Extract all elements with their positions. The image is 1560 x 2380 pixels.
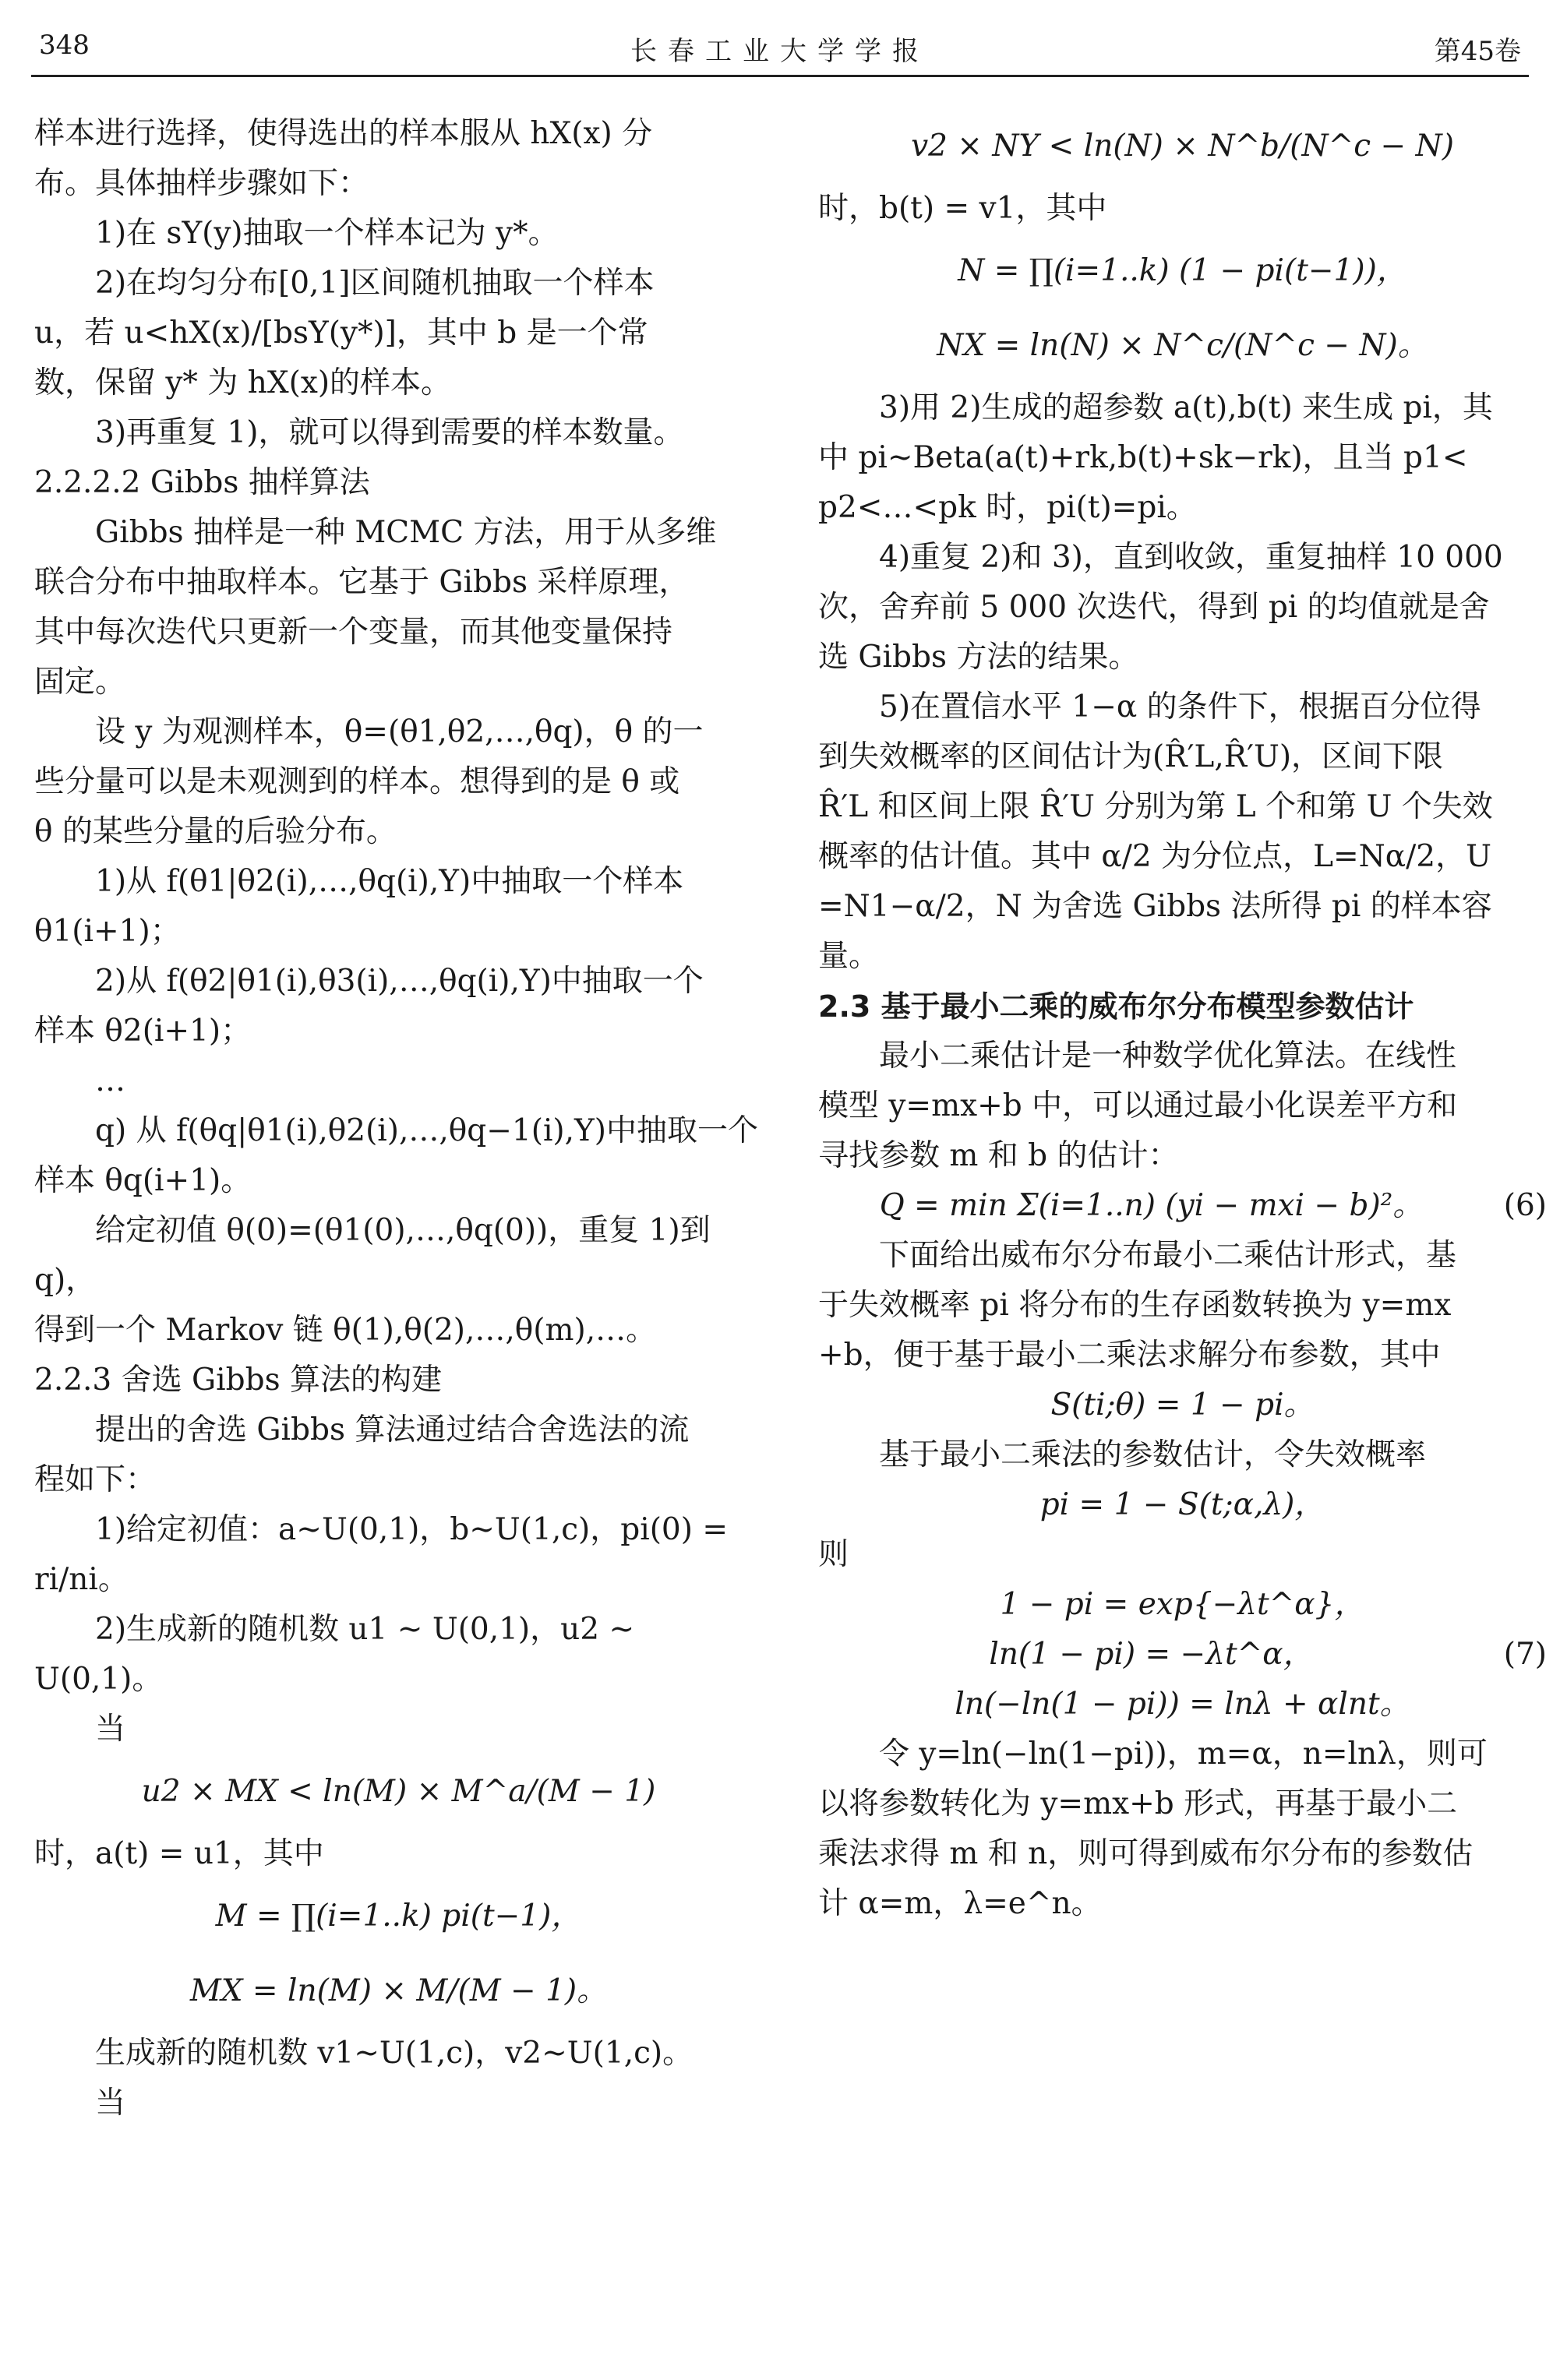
equation: N = ∏(i=1..k) (1 − pi(t−1))， — [958, 253, 1407, 288]
text-line: 样本 θq(i+1)。 — [34, 1163, 252, 1198]
text-line: 程如下： — [34, 1462, 157, 1497]
equation-number: (7) — [1503, 1637, 1547, 1672]
equation: u2 × MX < ln(M) × M^a/(M − 1) — [141, 1774, 656, 1809]
equation: NX = ln(N) × N^c/(N^c − N)。 — [937, 328, 1428, 363]
text-line: 寻找参数 m 和 b 的估计： — [818, 1138, 1179, 1173]
text-line: … — [95, 1063, 125, 1098]
text-line: 时，a(t) = u1，其中 — [34, 1836, 324, 1871]
text-line: 当 — [95, 1712, 126, 1747]
text-line: 提出的舍选 Gibbs 算法通过结合舍选法的流 — [95, 1412, 690, 1447]
text-line: =N1−α/2，N 为舍选 Gibbs 法所得 pi 的样本容 — [818, 889, 1492, 924]
text-line: 计 α=m，λ=e^n。 — [818, 1886, 1102, 1921]
text-line: 令 y=ln(−ln(1−pi))，m=α，n=lnλ，则可 — [879, 1737, 1488, 1772]
text-line: 1)从 f(θ1|θ2(i),…,θq(i),Y)中抽取一个样本 — [95, 864, 684, 899]
equation: M = ∏(i=1..k) pi(t−1)， — [215, 1899, 582, 1934]
text-line: Gibbs 抽样是一种 MCMC 方法，用于从多维 — [95, 515, 717, 550]
text-line: ri/ni。 — [34, 1562, 129, 1597]
text-line: 基于最小二乘法的参数估计，令失效概率 — [879, 1437, 1427, 1472]
text-line: 当 — [95, 2086, 126, 2121]
text-line: 于失效概率 pi 将分布的生存函数转换为 y=mx — [818, 1288, 1452, 1323]
text-line: 固定。 — [34, 665, 126, 700]
page-number: 348 — [39, 30, 90, 61]
text-line: 概率的估计值。其中 α/2 为分位点，L=Nα/2，U — [818, 839, 1491, 874]
text-line: 1)在 sY(y)抽取一个样本记为 y*。 — [95, 216, 559, 251]
equation-number: (6) — [1503, 1188, 1547, 1223]
text-line: 其中每次迭代只更新一个变量，而其他变量保持 — [34, 615, 673, 650]
equation-body: ln(1 − pi) = −λt^α， — [989, 1637, 1314, 1672]
text-line: U(0,1)。 — [34, 1662, 163, 1697]
text-line: 选 Gibbs 方法的结果。 — [818, 640, 1139, 675]
section-heading: 2.2.3 舍选 Gibbs 算法的构建 — [34, 1363, 442, 1398]
equation: v2 × NY < ln(N) × N^b/(N^c − N) — [911, 129, 1454, 164]
text-line: 联合分布中抽取样本。它基于 Gibbs 采样原理， — [34, 565, 690, 600]
left-column — [34, 109, 763, 2128]
text-line: 2)从 f(θ2|θ1(i),θ3(i),…,θq(i),Y)中抽取一个 — [95, 964, 704, 999]
text-line: 生成新的随机数 v1~U(1,c)，v2~U(1,c)。 — [95, 2036, 694, 2071]
text-line: 乘法求得 m 和 n，则可得到威布尔分布的参数估 — [818, 1836, 1474, 1871]
text-line: 中 pi~Beta(a(t)+rk,b(t)+sk−rk)，且当 p1< — [818, 440, 1468, 475]
text-line: θ 的某些分量的后验分布。 — [34, 814, 397, 849]
text-line: 些分量可以是未观测到的样本。想得到的是 θ 或 — [34, 764, 680, 799]
text-line: R̂′L 和区间上限 R̂′U 分别为第 L 个和第 U 个失效 — [818, 789, 1493, 824]
volume-label: 第45卷 — [1434, 36, 1521, 67]
text-line: 样本 θ2(i+1)； — [34, 1014, 252, 1049]
text-line: 4)重复 2)和 3)，直到收敛，重复抽样 10 000 — [879, 540, 1503, 575]
text-line: 最小二乘估计是一种数学优化算法。在线性 — [879, 1038, 1457, 1074]
text-line: 则 — [818, 1537, 849, 1572]
text-line: 次，舍弃前 5 000 次迭代，得到 pi 的均值就是舍 — [818, 590, 1490, 625]
journal-title: 长春工业大学学报 — [630, 36, 930, 67]
equation: ln(−ln(1 − pi)) = lnλ + αlnt。 — [955, 1687, 1410, 1722]
equation: MX = ln(M) × M/(M − 1)。 — [189, 1973, 608, 2008]
numbered-equation — [818, 1181, 1547, 1231]
text-line: 布。具体抽样步骤如下： — [34, 166, 369, 201]
equation: S(ti;θ) = 1 − pi。 — [1050, 1387, 1315, 1423]
text-line: 1)给定初值：a~U(0,1)，b~U(1,c)，pi(0) = — [95, 1512, 729, 1547]
text-line: p2<…<pk 时，pi(t)=pi。 — [818, 490, 1197, 525]
equation: pi = 1 − S(t;α,λ)， — [1039, 1487, 1325, 1522]
text-line: 到失效概率的区间估计为(R̂′L,R̂′U)，区间下限 — [818, 739, 1444, 774]
text-line: 样本进行选择，使得选出的样本服从 hX(x) 分 — [34, 116, 653, 151]
text-line: 下面给出威布尔分布最小二乘估计形式，基 — [879, 1238, 1457, 1273]
text-line: 3)再重复 1)，就可以得到需要的样本数量。 — [95, 415, 684, 450]
text-line: 给定初值 θ(0)=(θ1(0),…,θq(0))，重复 1)到 q)， — [34, 1213, 711, 1298]
text-line: u，若 u<hX(x)/[bsY(y*)]，其中 b 是一个常 — [34, 316, 648, 351]
text-line: 3)用 2)生成的超参数 a(t),b(t) 来生成 pi，其 — [879, 390, 1493, 425]
text-line: 设 y 为观测样本，θ=(θ1,θ2,…,θq)，θ 的一 — [95, 714, 704, 749]
text-line: 得到一个 Markov 链 θ(1),θ(2),…,θ(m),…。 — [34, 1313, 657, 1348]
text-line: q) 从 f(θq|θ1(i),θ2(i),…,θq−1(i),Y)中抽取一个 — [95, 1113, 758, 1148]
numbered-equation — [818, 1630, 1547, 1680]
page-header — [31, 30, 1529, 76]
text-line: 数，保留 y* 为 hX(x)的样本。 — [34, 365, 452, 400]
text-line: 5)在置信水平 1−α 的条件下，根据百分位得 — [879, 689, 1481, 725]
text-line: 量。 — [818, 939, 880, 974]
text-line: 时，b(t) = v1，其中 — [818, 191, 1107, 226]
text-line: 2)生成新的随机数 u1 ~ U(0,1)，u2 ~ — [95, 1612, 635, 1647]
text-line: θ1(i+1)； — [34, 914, 181, 949]
section-heading: 2.2.2.2 Gibbs 抽样算法 — [34, 465, 370, 500]
section-heading: 2.3 基于最小二乘的威布尔分布模型参数估计 — [818, 989, 1414, 1024]
right-column — [818, 109, 1547, 1929]
text-line: 模型 y=mx+b 中，可以通过最小化误差平方和 — [818, 1088, 1458, 1123]
header-rule — [31, 75, 1529, 77]
equation: 1 − pi = exp{−λt^α}， — [1000, 1587, 1365, 1622]
text-line: 2)在均匀分布[0,1]区间随机抽取一个样本 — [95, 266, 655, 301]
text-line: +b，便于基于最小二乘法求解分布参数，其中 — [818, 1338, 1441, 1373]
equation-body: Q = min Σ(i=1..n) (yi − mxi − b)²。 — [879, 1188, 1424, 1223]
text-line: 以将参数转化为 y=mx+b 形式，再基于最小二 — [818, 1786, 1458, 1821]
